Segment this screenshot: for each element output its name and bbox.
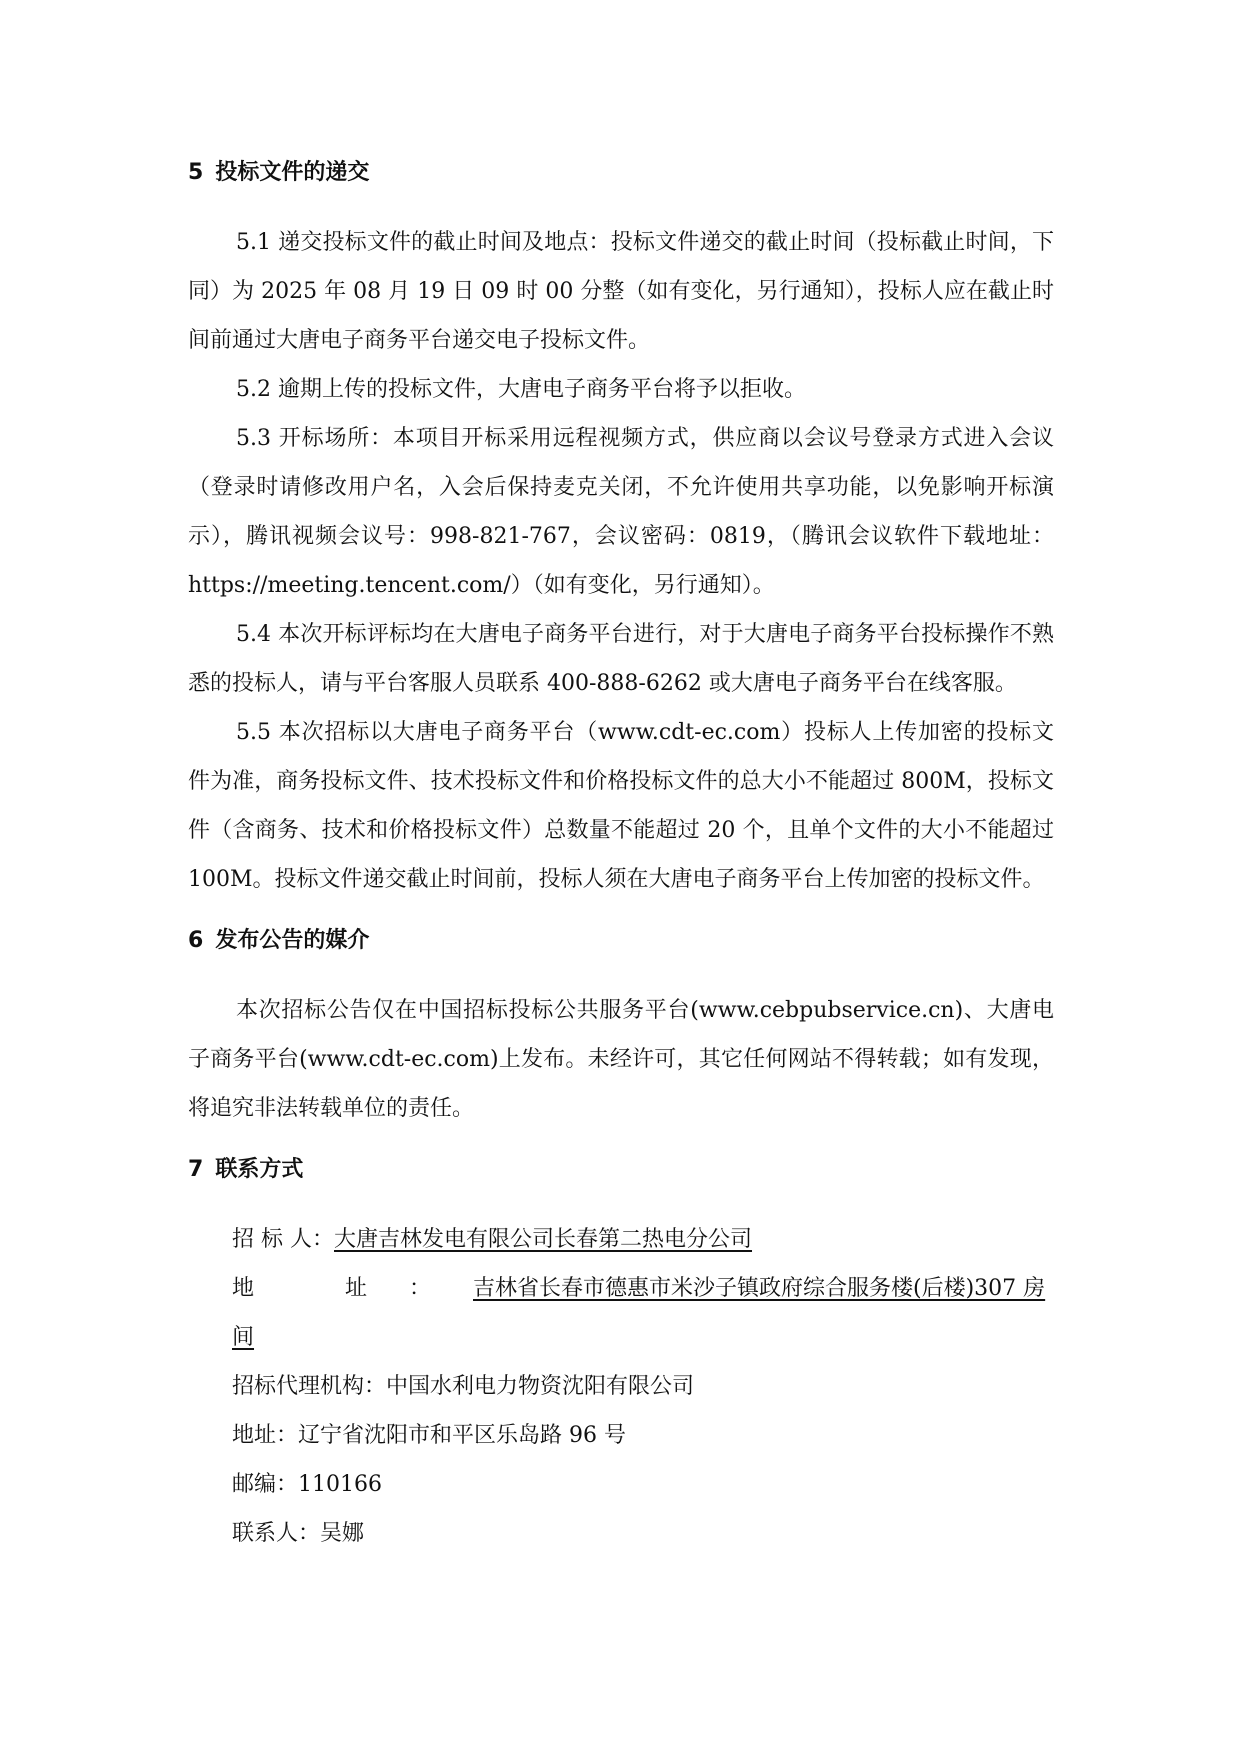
tenderer-value: 大唐吉林发电有限公司长春第二热电分公司 [334,1227,753,1252]
contact-person-label: 联系人： [232,1521,321,1546]
section-5 [188,158,1054,904]
contact-row-address [188,1264,1054,1362]
section-title: 投标文件的递交 [215,160,370,185]
agency-value: 中国水利电力物资沈阳有限公司 [386,1374,695,1399]
section-heading [188,1155,1054,1185]
document-content [188,150,1054,1580]
paragraph-5-4: 5.4 本次开标评标均在大唐电子商务平台进行，对于大唐电子商务平台投标操作不熟悉的投标人，请与平台客服人员联系 400-888-6262 或大唐电子商务平台在线客服。 [188,622,1054,696]
contact-row-person [188,1509,1054,1558]
agency-label: 招标代理机构： [232,1374,387,1399]
section-heading [188,926,1054,956]
paragraph-5-5: 5.5 本次招标以大唐电子商务平台（www.cdt-ec.com）投标人上传加密的投标文件为准，商务投标文件、技术投标文件和价格投标文件的总大小不能超过 800M，投标文件（含商务、技术和价格投标文件）总数量不能超过 20 个，且单个文件的大小不能超过 100M。投标文件递交截止时间前，投标人须在大唐电子商务平台上传加密的投标文件。 [188,720,1054,892]
address-value: 吉林省长春市德惠市米沙子镇政府综合服务楼(后楼)307 房间 [232,1276,1046,1350]
contact-block [188,1215,1054,1558]
section-title: 发布公告的媒介 [215,928,370,953]
postcode-value: 110166 [298,1472,382,1497]
paragraph-6: 本次招标公告仅在中国招标投标公共服务平台(www.cebpubservice.cn)、大唐电子商务平台(www.cdt-ec.com)上发布。未经许可，其它任何网站不得转载；如有发现，将追究非法转载单位的责任。 [188,998,1054,1121]
contact-row-postcode [188,1460,1054,1509]
agency-address-label: 地址： [232,1423,299,1448]
section-heading [188,158,1054,188]
paragraph-5-1: 5.1 递交投标文件的截止时间及地点：投标文件递交的截止时间（投标截止时间，下同）为 2025 年 08 月 19 日 09 时 00 分整（如有变化，另行通知），投标人应在截止时间前通过大唐电子商务平台递交电子投标文件。 [188,230,1054,353]
paragraph-5-2: 5.2 逾期上传的投标文件，大唐电子商务平台将予以拒收。 [236,377,806,402]
section-number: 7 [188,1157,204,1182]
paragraph-5-3: 5.3 开标场所：本项目开标采用远程视频方式，供应商以会议号登录方式进入会议（登录时请修改用户名，入会后保持麦克关闭，不允许使用共享功能，以免影响开标演示），腾讯视频会议号：998-821-767，会议密码：0819，（腾讯会议软件下载地址：https://meeting.tencent.com/）（如有变化，另行通知）。 [188,426,1054,598]
contact-row-tenderer [188,1215,1054,1264]
contact-person-value: 吴娜 [320,1521,365,1546]
section-number: 6 [188,928,204,953]
section-number: 5 [188,160,204,185]
contact-row-agency [188,1362,1054,1411]
section-7 [188,1155,1054,1558]
address-label: 地 址： [232,1276,473,1301]
agency-address-value: 辽宁省沈阳市和平区乐岛路 96 号 [298,1423,626,1448]
section-6 [188,926,1054,1133]
tenderer-label: 招 标 人： [232,1227,334,1252]
section-title: 联系方式 [215,1157,304,1182]
contact-row-agency-address [188,1411,1054,1460]
postcode-label: 邮编： [232,1472,299,1497]
